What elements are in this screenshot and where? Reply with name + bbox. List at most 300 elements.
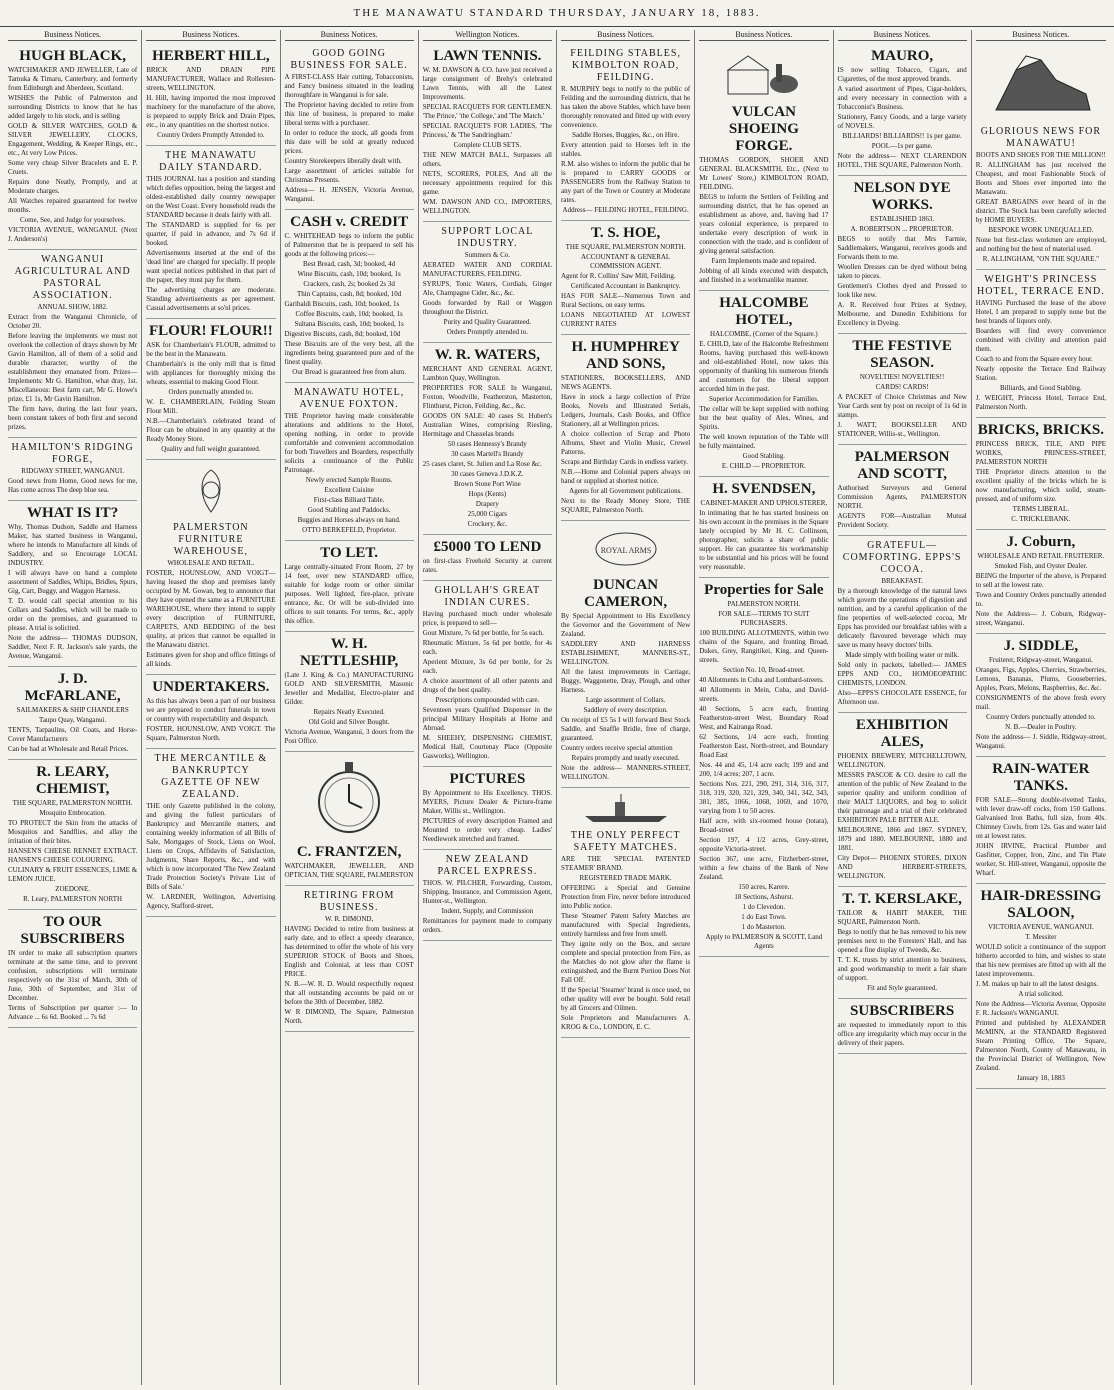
ad-text: W. R. DIMOND, [325, 915, 374, 923]
ad-text: HAVING Decided to retire from business at early date, and to effect a speedy clearance, has determined to offer the whole of his very SUPERIOR STOCK of Boots and Shoes, English and Colonial, at less than COST PRICE. [284, 925, 414, 978]
ad-text: Orders Promptly attended to. [446, 328, 528, 336]
ad-text: HAS FOR SALE—Numerous Town and Rural Sections, on easy terms. [561, 292, 691, 309]
ad-headline: SUBSCRIBERS [850, 1003, 955, 1019]
ad-text: Billiards, and Good Stabling. [999, 384, 1082, 392]
ad-text: Have in stock a large collection of Prize Books, Novels and Illustrated Serials, Ledgers, Journals, Cash Books, and Office Stationery, all at Wellington prices. [561, 393, 691, 428]
ad-headline: T. T. KERSLAKE, [842, 891, 962, 907]
advertisement [699, 44, 828, 291]
ad-headline: PALMERSTON FURNITURE WAREHOUSE, [173, 522, 249, 557]
advertisement [8, 438, 137, 501]
ad-text: Note the address— MANNERS-STREET, WELLINGTON. [561, 764, 691, 781]
ad-text: SADDLERY AND HARNESS ESTABLISHMENT, MANNERS-ST., WELLINGTON. [561, 640, 691, 666]
column-heading: Business Notices. [285, 30, 414, 41]
ad-text: THE Proprietor having made considerable alterations and additions to the Hotel, opening nothing, in order to provide comfortable and convenient accommodation for both Travellers and Boarders, respectfully solicits a continuance of the Public Patronage. [284, 412, 414, 474]
advertisement [423, 581, 552, 767]
ad-headline: MANAWATU HOTEL, AVENUE FOXTON. [293, 387, 405, 410]
ad-text: 1 do East Town. [741, 913, 787, 921]
ad-text: FOSTER, HOUNSLOW, AND VOIGT. The Square, Palmerston North. [146, 725, 276, 742]
advertisement [8, 250, 137, 438]
ad-text: As this has always been a part of our business we are prepared to conduct funerals in town or country with respectability and despatch. [146, 697, 276, 723]
ad-headline: WANGANUI AGRICULTURAL AND PASTORAL ASSOCIATION. [14, 254, 131, 301]
ad-text: Next to the Ready Money Store, THE SQUARE, Palmerston North. [561, 497, 691, 514]
ad-text: J. WEIGHT, Princess Hotel, Terrace End, Palmerston North. [975, 394, 1106, 411]
ad-text: Orders punctually attended to. [168, 388, 254, 396]
ad-text: Note the Address— J. Coburn, Ridgway-street, Wanganui. [975, 610, 1106, 627]
ad-text: Woollen Dresses can be dyed without being taken to pieces. [837, 263, 967, 280]
ad-text: THIS JOURNAL has a position and standing which defies opposition, being the largest and oldest-established daily country newspaper on the West Coast. Every household reads the STANDARD because it deals fairly with all. [146, 175, 276, 219]
ad-text: CARDS! CARDS! [875, 383, 929, 391]
ad-text: Note the address— NEXT CLARENDON HOTEL, THE SQUARE, Palmerston North. [837, 152, 967, 169]
ad-text: Note the address— J. Siddle, Ridgway-street, Wanganui. [975, 733, 1106, 750]
ad-text: Every attention paid to Horses left in the stables. [561, 141, 691, 158]
ad-text: N.B.—Chamberlain's celebrated brand of Flour can be obtained in any quantity at the Ready Money Store. [146, 417, 276, 443]
ad-text: Summers & Co. [464, 251, 511, 259]
column-heading: Business Notices. [976, 30, 1106, 41]
ad-text: BREAKFAST. [881, 577, 923, 585]
ad-headline: GHOLLAH'S GREAT INDIAN CURES. [434, 585, 541, 608]
advertisement [146, 146, 275, 319]
advertisement [8, 910, 137, 1028]
ad-headline: Properties for Sale [704, 582, 824, 598]
ad-text: Old Gold and Silver Bought. [308, 718, 390, 726]
ad-headline: THE MERCANTILE & BANKRUPTCY GAZETTE OF NEW ZEALAND. [154, 753, 268, 800]
ad-text: Estimates given for shop and office fittings of all kinds. [146, 651, 276, 668]
ad-text: The STANDARD is supplied for 6s per quarter, if paid in advance, and 7s 6d if booked. [146, 221, 276, 247]
advertisement [285, 632, 414, 752]
ad-text: ZOEDONE. [55, 885, 91, 893]
ad-text: WOULD solicit a continuance of the support hitherto accorded to him, and wishes to state that his new premises are fitted up with all the latest improvements. [975, 943, 1106, 978]
ad-text: Country Storekeepers liberally dealt with. [284, 157, 402, 165]
ad-text: LOANS NEGOTIATED AT LOWEST CURRENT RATES [561, 311, 691, 328]
ad-text: CULINARY & FRUIT ESSENCES, LIME & LEMON JUICE. [8, 866, 138, 883]
ad-text: 40 Allotments in Mein, Cuba, and David-streets. [699, 686, 829, 703]
ad-text: R.M. also wishes to inform the public that he is prepared to CARRY GOODS or PASSENGERS from the Railway Station to any part of the Town or Country at Moderate rates. [561, 160, 691, 204]
ad-text: Town and Country Orders punctually attended to. [975, 591, 1106, 608]
ad-headline: W. R. WATERS, [434, 347, 540, 363]
ad-headline: TO OUR SUBSCRIBERS [20, 914, 125, 947]
ad-headline: HAMILTON'S RIDGING FORGE, [11, 442, 134, 465]
ad-text: Also—EPPS'S CHOCOLATE ESSENCE, for Afternoon use. [837, 689, 967, 706]
ad-headline: THE FESTIVE SEASON. [852, 338, 952, 371]
advertisement [423, 767, 552, 850]
ad-text: SPECIAL RACQUETS FOR GENTLEMEN. 'The Prince,' 'the College,' and 'The Match.' [422, 103, 552, 120]
ad-text: Saddlery of every description. [583, 706, 668, 714]
ad-text: PHOENIX BREWERY, MITCHELLTOWN, WELLINGTON. [837, 752, 967, 769]
ad-text: BILLIARDS! BILLIARDS!! 1s per game. [842, 132, 962, 140]
ad-text: 62 Sections, 1/4 acre each, fronting Featherston East, North-street, and Boundary Road East [699, 733, 829, 759]
ad-text: RIDGWAY STREET, WANGANUI. [21, 467, 124, 475]
column-heading: Business Notices. [8, 30, 137, 41]
ad-text: Note the address— THOMAS DUDSON, Saddler, Next F. R. Jackson's sale yards, the Avenue, Wanganui. [8, 634, 138, 660]
ad-text: Nearly opposite the Terrace End Railway Station. [975, 365, 1106, 382]
ad-text: Coach to and from the Square every hour. [975, 355, 1093, 363]
ad-text: Repairs Neatly Executed. [313, 708, 385, 716]
illustration-cut [561, 794, 690, 827]
ad-text: These Biscuits are of the very best, all the ingredients being guaranteed pure and of the finest quality. [284, 340, 414, 366]
advertisement [976, 634, 1106, 757]
column-heading: Business Notices. [561, 30, 690, 41]
ad-text: Farm Implements made and repaired. [711, 257, 817, 265]
illustration-cut [976, 50, 1106, 123]
advertisement [146, 319, 275, 460]
advertisement [838, 44, 967, 176]
ad-headline: SUPPORT LOCAL INDUSTRY. [441, 226, 534, 249]
ad-headline: GRATEFUL—COMFORTING. EPPS'S COCOA. [842, 540, 962, 575]
ad-text: IS now selling Tobacco, Cigars, and Cigarettes, of the most approved brands. [837, 66, 967, 83]
ad-headline: J. D. McFARLANE, [24, 671, 121, 704]
ad-text: THOMAS GORDON, SHOER AND GENERAL BLACKSMITH, Etc., (Next to Mr Lowes' Store,) KIMBOLTON ROAD, FEILDING. [699, 156, 829, 191]
ad-text: Superior Accommodation for Families. [709, 395, 819, 403]
ad-text: HALCOMBE, (Corner of the Square.) [710, 330, 818, 338]
ad-text: Sold only in packets, labelled:— JAMES EPPS AND CO., HOMOEOPATHIC CHEMISTS, LONDON. [837, 661, 967, 687]
ad-text: J. M. makes up hair to all the latest designs. [975, 980, 1099, 988]
ad-text: By a thorough knowledge of the natural laws which govern the operations of digestion and nutrition, and by a careful application of the fine properties of well-selected cocoa, Mr Epps has provided our breakfast tables with a delicately flavoured beverage which may save us many heavy doctors' bills. [837, 587, 967, 649]
ad-text: Excellent Cuisine [324, 486, 374, 494]
ad-headline: FLOUR! FLOUR!! [149, 323, 273, 339]
ad-headline: GLORIOUS NEWS FOR MANAWATU! [980, 126, 1102, 149]
ad-text: By Special Appointment to His Excellency the Governor and the Government of New Zealand. [561, 612, 691, 638]
ad-text: WATCHMAKER, JEWELLER, AND OPTICIAN, THE SQUARE, PALMERSTON [284, 862, 414, 879]
ad-text: Begs to notify that he has removed to his new premises next to the Foresters' Hall, and has opened a fine display of Tweeds, &c. [837, 928, 967, 954]
ad-text: Why, Thomas Dudson, Saddle and Harness Maker, has started business in Wanganui, where he intends to Manufacture all kinds of Saddlery, and so Encourage LOCAL INDUSTRY. [8, 523, 138, 567]
ad-text: A PACKET of Choice Christmas and New Year Cards sent by post on receipt of 1s 6d in stamps. [837, 393, 967, 419]
ad-text: None but first-class workmen are employed, and nothing but the best of material used. [975, 236, 1106, 253]
ad-headline: NELSON DYE WORKS. [853, 180, 951, 213]
ad-text: WISHES the Public of Palmerston and surrounding Districts to know that he has added largely to his stock, and is selling [8, 94, 138, 120]
ad-text: Chamberlain's is the only mill that is fitted with appliances for thoroughly mixing the wheats, essential to making Good Flour. [146, 360, 276, 386]
ad-text: If the Special 'Steamer' brand is once used, no other quality will ever be bought. Sold retail by all Grocers and Oilmen. [561, 986, 691, 1012]
ad-text: Fit and Style guaranteed. [867, 984, 938, 992]
ad-text: A choice collection of Scrap and Photo Albums, Sheet and Violin Music, Crewel Patterns. [561, 430, 691, 456]
ad-text: Address— FEILDING HOTEL, FEILDING. [562, 206, 689, 214]
ad-text: 40 Sections, 5 acre each, fronting Featherston-street West, Boundary Road West, and Kairanga Road. [699, 705, 829, 731]
ad-text: on first-class Freehold Security at current rates. [422, 557, 552, 574]
ad-text: Gout Mixture, 7s 6d per bottle, for 5s each. [422, 629, 544, 637]
ad-text: ARE THE 'SPECIAL PATENTED STEAMER' BRAND. [561, 855, 691, 872]
ad-headline: PALMERSON AND SCOTT, [854, 449, 950, 482]
advertisement [285, 541, 414, 632]
advertisement [561, 788, 690, 1038]
ad-headline: J. SIDDLE, [1003, 638, 1079, 654]
ad-text: BRICK AND DRAIN PIPE MANUFACTURER, Wallace and Rollesten-streets, WELLINGTON. [146, 66, 276, 92]
ad-headline: THE MANAWATU DAILY STANDARD. [159, 150, 263, 173]
ad-text: A. ROBERTSON ... PROPRIETOR. [850, 225, 954, 233]
ad-text: All Watches repaired guaranteed for twelve months. [8, 197, 138, 214]
advertisement [285, 383, 414, 541]
advertisement [285, 752, 414, 886]
ad-text: Digestive Biscuits, cash, 8d; booked, 10d [284, 330, 401, 338]
advertisement [285, 886, 414, 1032]
ad-text: POOL—1s per game. [871, 142, 933, 150]
ad-text: PICTURES of every description Framed and Mounted to order very cheap. Ladies' Needlework stretched and framed. [422, 817, 552, 843]
ad-text: OTTO BERKEFELD, Proprietor. [302, 526, 397, 534]
ad-text: PROPERTIES FOR SALE In Wanganui, Foxton, Woodville, Featherston, Masterton, Flinthurst, Picton, Feilding, &c., &c. [422, 384, 552, 410]
ad-headline: J. Coburn, [1006, 534, 1076, 550]
ad-headline: HALCOMBE HOTEL, [719, 295, 809, 328]
ad-text: Good Stabling and Paddocks. [307, 506, 391, 514]
ad-text: VICTORIA AVENUE, WANGANUI. (Next J. Anderson's) [8, 226, 138, 243]
ad-text: HAVING Purchased the lease of the above Hotel, I am prepared to supply none but the best brands of liquors only. [975, 299, 1106, 325]
ad-text: Quality and full weight guaranteed. [161, 445, 261, 453]
ad-headline: TO LET. [320, 545, 379, 561]
ad-text: Crackers, cash, 2s; booked 2s 3d [303, 280, 395, 288]
ad-text: A choice assortment of all other patents and drugs of the best quality. [422, 677, 552, 694]
ad-text: The Proprietor having decided to retire from this line of business, is prepared to make liberal terms with a purchaser. [284, 101, 414, 127]
ad-text: Wine Biscuits, cash, 10d; booked, 1s [297, 270, 401, 278]
ad-text: A varied assortment of Pipes, Cigar-holders, and every necessary in connection with a Tobacconist's Business. [837, 85, 967, 111]
ad-headline: WHAT IS IT? [27, 505, 119, 521]
ad-text: R. ALLINGHAM has just received the Cheapest, and most Fashionable Stock of Boots and Shoes ever imported into the Manawatu. [975, 161, 1106, 196]
advertisement [423, 535, 552, 581]
ad-headline: T. S. HOE, [590, 225, 661, 241]
ad-text: 40 Allotments in Cuba and Lombard-streets. [699, 676, 824, 684]
ad-headline: EXHIBITION ALES, [855, 717, 949, 750]
ad-text: 100 BUILDING ALLOTMENTS, within two chains of the Square, and fronting Broad, Dukes, Grey, Rangitikei, King, and Queen-streets. [699, 629, 829, 664]
ad-text: TAILOR & HABIT MAKER, THE SQUARE, Palmerston North. [837, 909, 967, 926]
ad-text: Brown Stone Port Wine [454, 480, 521, 488]
ad-text: Coffee Biscuits, cash, 10d; booked, 1s [295, 310, 403, 318]
ad-text: Some very cheap Silver Bracelets and E. P. Cruets. [8, 159, 138, 176]
ad-text: Seventeen years Qualified Dispenser in the principal Military Hospitals at Home and Abroad. [422, 706, 552, 732]
ad-headline: FEILDING STABLES, KIMBOLTON ROAD, FEILDING. [570, 48, 681, 83]
ad-text: MERCHANT AND GENERAL AGENT, Lambton Quay, Wellington. [422, 365, 552, 382]
ad-text: By Appointment to His Excellency. THOS. MYERS, Picture Dealer & Picture-frame Maker, Willis st., Wellington. [422, 789, 552, 815]
advertisement [423, 343, 552, 535]
ad-text: 50 cases Hennessy's Brandy [447, 440, 527, 448]
ad-text: Note the Address—Victoria Avenue, Opposite F. R. Jackson's WANGANUI. [975, 1000, 1106, 1017]
ad-text: Terms of Subscription per quarter :— In Advance ... 6s 6d. Booked ... 7s 6d [8, 1004, 138, 1021]
ad-text: H. Hill, having imported the most improved machinery for the manufacture of the above, is prepared to supply Brick and Drain Pipes, etc., in any quantities on the shortest notice. [146, 94, 276, 129]
ad-text: Authorised Surveyors and General Commission Agents, PALMERSTON NORTH. [837, 484, 967, 510]
advertisement [838, 999, 967, 1054]
ad-text: TENTS, Tarpaulins, Oil Coats, and Horse-Cover Manufacturers [8, 726, 138, 743]
advertisement [838, 887, 967, 999]
ad-text: Advertisements inserted at the end of the 'dead line' are charged for specially. If people want special notices published in that part of the paper, they must pay for them. [146, 249, 276, 284]
ad-headline: CASH v. CREDIT [290, 214, 409, 230]
ad-text: Can be had at Wholesale and Retail Prices. [8, 745, 129, 753]
column-heading: Wellington Notices. [423, 30, 552, 41]
ad-text: WM. DAWSON AND CO., IMPORTERS, WELLINGTON. [422, 198, 552, 215]
ad-text: M. SHEEHY, DISPENSING CHEMIST, Medical Hall, Courtenay Place (Opposite Gasworks), Wellington. [422, 734, 552, 760]
ad-text: WHOLESALE AND RETAIL. [167, 559, 255, 567]
illustration-cut [146, 466, 275, 519]
advertisement [976, 757, 1106, 884]
advertisement [976, 884, 1106, 1089]
ad-text: In intimating that he has started business on his own account in the premises in the Square lately occupied by Mr H. C. Collinson, photographer, solicits a share of public support. He can guarantee his workmanship to be substantial and his prices will be found very reasonable. [699, 509, 829, 571]
ad-text: Good Stabling. [742, 452, 786, 460]
ad-text: R. ALLINGHAM, "ON THE SQUARE." [982, 255, 1099, 263]
ad-headline: H. HUMPHREY AND SONS, [571, 339, 680, 372]
ad-text: 1 do Clevedon. [742, 903, 786, 911]
ad-text: VICTORIA AVENUE, WANGANUI. [987, 923, 1094, 931]
ad-text: AGENTS FOR—Australian Mutual Provident Society. [837, 512, 967, 529]
ad-text: 25,000 Cigars [467, 510, 508, 518]
ad-text: Before leaving the implements we must not overlook the collection of drays shown by Mr Gavin Hamilton, all of them of a solid and durable character, worthy of the establishment they emanated from. Prizes—Implements: Mr G. Hamilton, what dray, 1st. Miscellaneous: Best farm cart, Mr G. Howe's prize, £1 1s, Mr Gavin Hamilton. [8, 332, 138, 403]
ad-text: Stationery, Fancy Goods, and a large variety of NOVELS. [837, 113, 967, 130]
ad-text: 18 Sections, Ashurst. [734, 893, 794, 901]
ad-text: NETS, SCORERS, POLES, And all the necessary appointments required for this game. [422, 170, 552, 196]
advertisement [699, 477, 828, 578]
advertisement [838, 334, 967, 445]
ad-text: Jobbing of all kinds executed with despatch, and finished in a workmanlike manner. [699, 267, 829, 284]
ad-text: E. CHILD — PROPRIETOR. [721, 462, 806, 470]
column-8 [972, 30, 1110, 1385]
ad-text: These 'Steamer' Patent Safety Matches are manufactured with Special Ingredients, entirely harmless and free from smell. [561, 912, 691, 938]
ad-text: Section 197, 4 1/2 acres, Grey-street, opposite Victoria-street. [699, 836, 829, 853]
ad-text: Large assortment of articles suitable for Christmas Presents. [284, 167, 414, 184]
ad-headline: £5000 TO LEND [433, 539, 542, 555]
ad-text: Indent, Supply, and Commission [441, 907, 534, 915]
ad-text: Come, See, and Judge for yourselves. [19, 216, 126, 224]
ad-text: GOODS ON SALE: 40 cases St. Hubert's Australian Wines, comprising Riesling, Hermitage and Chasselas brands [422, 412, 552, 438]
ad-headline: PICTURES [449, 771, 526, 787]
ad-text: 1 do Masterton. [741, 923, 786, 931]
ad-text: GREAT BARGAINS ever heard of in the district. The Stock has been carefully selected by HOME BUYERS. [975, 198, 1106, 224]
ad-text: Scraps and Birthday Cards in endless variety. [561, 458, 688, 466]
ad-headline: HERBERT HILL, [152, 48, 270, 64]
ad-text: Large centrally-situated Front Room, 27 by 14 feet, over new STANDARD office, suitable for lodge room or other similar purposes. Well lighted, fire-place, private entrance, &c. Or will be sub-divided into offices to suit tenants. For terms, &c., apply this office. [284, 563, 414, 625]
ad-text: Made simply with boiling water or milk. [845, 651, 959, 659]
ad-headline: HUGH BLACK, [19, 48, 126, 64]
ad-text: NOVELTIES! NOVELTIES!! [859, 373, 945, 381]
ad-text: Printed and published by ALEXANDER McMINN, at the STANDARD Registered Steam Printing Office, The Square, Palmerston North, County of Manawatu, in the Provincial District of Wellington, New Zealand. [975, 1019, 1106, 1072]
ad-text: Address— H. JENSEN, Victoria Avenue, Wanganui. [284, 186, 414, 203]
ad-text: Repairs promptly and neatly executed. [571, 754, 680, 762]
ad-headline: NEW ZEALAND PARCEL EXPRESS. [437, 854, 538, 877]
column-4 [419, 30, 557, 1385]
illustration-cut [699, 50, 828, 101]
ad-text: All the latest improvements in Carriage, Buggy, Waggonette, Dray, Plough, and other Harness. [561, 668, 691, 694]
ad-text: Certificated Accountant in Bankruptcy. [570, 282, 681, 290]
column-7 [834, 30, 972, 1385]
ad-text: Gentlemen's Clothes dyed and Pressed to look like new. [837, 282, 967, 299]
ad-text: Repairs done Neatly, Promptly, and at Moderate charges. [8, 178, 138, 195]
ad-text: FOR SALE—TERMS TO SUIT PURCHASERS. [718, 610, 810, 627]
ad-text: OFFERING a Special and Genuine Protection from Fire, never before introduced into Public notice. [561, 884, 691, 910]
advertisement [838, 445, 967, 536]
ad-text: CONSIGNMENTS of the above fresh every mail. [975, 694, 1106, 711]
ad-text: City Depot— PHOENIX STORES, DIXON AND HERBERT-STREETS, WELLINGTON. [837, 854, 967, 880]
ad-text: Prescriptions compounded with care. [435, 696, 540, 704]
ad-text: 150 acres, Karere. [738, 883, 790, 891]
ad-text: A. R. Received four Prizes at Sydney, Melbourne, and Dunedin Exhibitions for Excellency in Dyeing. [837, 301, 967, 327]
ad-text: THOS. W. PILCHER, Forwarding, Custom, Shipping, Insurance, and Commission Agent, Hunter-st., Wellington. [422, 879, 552, 905]
ad-text: R. Leary, PALMERSTON NORTH [23, 895, 123, 903]
svg-text:ROYAL ARMS: ROYAL ARMS [600, 546, 651, 555]
ad-headline: RAIN-WATER TANKS. [992, 761, 1090, 794]
ad-text: T. Messiter [1025, 933, 1057, 941]
ad-text: WATCHMAKER AND JEWELLER, Late of Tamuka & Timaru, Canterbury, and formerly from Edinburgh and Aberdeen, Scotland. [8, 66, 138, 92]
ad-text: Buggies and Horses always on hand. [297, 516, 401, 524]
advertisement [561, 221, 690, 335]
ad-text: GOLD & SILVER WATCHES, GOLD & SILVER JEWELLERY, CLOCKS, Engagement, Wedding, & Keeper Rings, etc., etc., At very Low Prices. [8, 122, 138, 157]
ad-text: I will always have on hand a complete assortment of Saddles, Whips, Bridles, Spurs, Gig, Cart, Buggy, and Waggon Harness. [8, 569, 138, 595]
column-2 [142, 30, 280, 1385]
ad-text: The firm have, during the last four years, been constant takers of both first and second prizes. [8, 405, 138, 431]
advertisement [8, 760, 137, 910]
ad-text: Section 367, one acre, Fitzherbert-street, within a few chains of the Bank of New Zealand. [699, 855, 829, 881]
ad-text: Country Orders punctually attended to. [986, 713, 1096, 721]
advertisement [838, 176, 967, 334]
ad-headline: THE ONLY PERFECT SAFETY MATCHES. [570, 830, 681, 853]
ad-text: SYRUPS, Tonic Waters, Cordials, Ginger Ale, Champagne Cider, &c., &c. [422, 280, 552, 297]
column-1 [4, 30, 142, 1385]
ad-text: (Late J. King & Co.) MANUFACTURING GOLD AND SILVERSMITH, Masonic Jeweller and Medallist, Electro-plater and Gilder. [284, 671, 414, 706]
ad-headline: GOOD GOING BUSINESS FOR SALE. [290, 48, 408, 71]
advertisement [8, 501, 137, 667]
ad-text: A trial solicited. [1018, 990, 1064, 998]
advertisement [146, 675, 275, 749]
advertisement [285, 44, 414, 210]
ad-headline: WEIGHT'S PRINCESS HOTEL, TERRACE END. [977, 274, 1105, 297]
ad-headline: UNDERTAKERS. [152, 679, 270, 695]
ad-text: W. E. CHAMBERLAIN, Feilding Steam Flour Mill. [146, 398, 276, 415]
illustration-cut [561, 527, 690, 574]
ad-text: 30 cases Geneva J.D.K.Z. [451, 470, 524, 478]
ad-text: Boarders will find every convenience combined with civility and attention paid them. [975, 327, 1106, 353]
ad-headline: R. LEARY, CHEMIST, [35, 764, 110, 797]
ad-text: MESSRS PASCOE & CO. desire to call the attention of the public of New Zealand to the superior quality and uniform condition of their MALT LIQUORS, and beg to solicit their patronage and a trial of their celebrated EXHIBITION PALE BITTER ALE. [837, 771, 967, 824]
ad-text: C. TRICKLEBANK. [1011, 515, 1071, 523]
ad-text: The cellar will be kept supplied with nothing but the best quality of Ales, Wines, and Spirits. [699, 405, 829, 431]
ad-text: W R DIMOND, The Square, Palmerston North. [284, 1008, 414, 1025]
ad-text: Mosquito Embrocation. [39, 809, 106, 817]
ad-text: Our Bread is guaranteed free from alum. [292, 368, 406, 376]
ad-text: Agents for all Government publications. [569, 487, 683, 495]
ad-text: CABINET-MAKER AND UPHOLSTERER, [700, 499, 828, 507]
ad-text: Thin Captains, cash, 8d; booked, 10d [297, 290, 402, 298]
ad-text: THE SQUARE, PALMERSTON NORTH. [565, 243, 686, 251]
advertisement [423, 850, 552, 941]
ad-text: In order to reduce the stock, all goods from this date will be sold at greatly reduced prices. [284, 129, 414, 155]
ad-headline: H. SVENDSEN, [712, 481, 816, 497]
ad-text: January 18, 1883 [1016, 1074, 1065, 1082]
advertisement [976, 530, 1106, 634]
ad-text: Newly erected Sample Rooms. [305, 476, 393, 484]
ad-text: ASK for Chamberlain's FLOUR, admitted to be the best in the Manawatu. [146, 341, 276, 358]
ad-text: Remittances for payment made to company orders. [422, 917, 552, 934]
ad-headline: HAIR-DRESSING SALOON, [980, 888, 1102, 921]
ad-text: The advertising charges are moderate. Standing advertisements as per agreement. Casual advertisements at so'nl prices. [146, 286, 276, 312]
ad-text: W. LARDNER, Wellington, Advertising Agency, Stafford-street, [146, 893, 276, 910]
ad-text: Sections Nos. 221, 290, 291, 314, 316, 317, 318, 319, 320, 321, 329, 340, 341, 342, 343, 381, 385, 1066, 1068, 1069, and 1070, varying from 1 to 50 acres. [699, 780, 829, 815]
ad-text: C. WHITEHEAD begs to inform the public of Palmerston that he is prepared to sell his goods at the following prices:— [284, 232, 414, 258]
ad-text: T. D. would call special attention to his Collars and Saddles, which will be made to order on the premises, and guaranteed to please. A trial is solicited. [8, 597, 138, 632]
advertisement [561, 521, 690, 788]
ad-text: ANNUAL SHOW, 1882. [37, 303, 108, 311]
ad-text: A FIRST-CLASS Hair cutting, Tobacconists, and Fancy business situated in the leading thoroughfare in Wanganui is for sale. [284, 73, 414, 99]
ad-text: T. T. K. trusts by strict attention to business, and good workmanship to merit a fair share of support. [837, 956, 967, 982]
ad-text: Saddle Horses, Buggies, &c., on Hire. [572, 131, 680, 139]
advertisement [423, 44, 552, 222]
advertisement [838, 713, 967, 887]
ad-text: On receipt of £5 5s I will forward Best Stock Saddle, and Snaffle Bridle, free of charge, guaranteed. [561, 716, 691, 742]
columns [0, 27, 1114, 1385]
ad-text: THE SQUARE, PALMERSTON NORTH. [12, 799, 133, 807]
ad-text: Good news from Home, Good news for me, Has come across The deep blue sea. [8, 477, 138, 494]
ad-text: HANSEN'S CHEESE RENNET EXTRACT. HANSEN'S CHEESE COLOURING. [8, 847, 138, 864]
advertisement [8, 44, 137, 250]
ad-text: ESTABLISHED 1863. [870, 215, 935, 223]
column-6 [695, 30, 833, 1385]
ad-text: Nos. 44 and 45, 1/4 acre each; 199 and and 200, 1/4 acres; 207, 1 acre. [699, 761, 829, 778]
ad-text: 30 cases Martell's Brandy [451, 450, 524, 458]
advertisement [8, 667, 137, 760]
ad-headline: VULCAN SHOEING FORGE. [728, 104, 799, 154]
ad-text: BEGS to notify that Mrs Farmie, Saddlemakers, Wanganui, receives goods and Forwards them to me. [837, 235, 967, 261]
ad-text: Aperient Mixture, 3s 6d per bottle, for 2s each. [422, 658, 552, 675]
ad-text: THE NEW MATCH BALL, Surpasses all others. [422, 151, 552, 168]
